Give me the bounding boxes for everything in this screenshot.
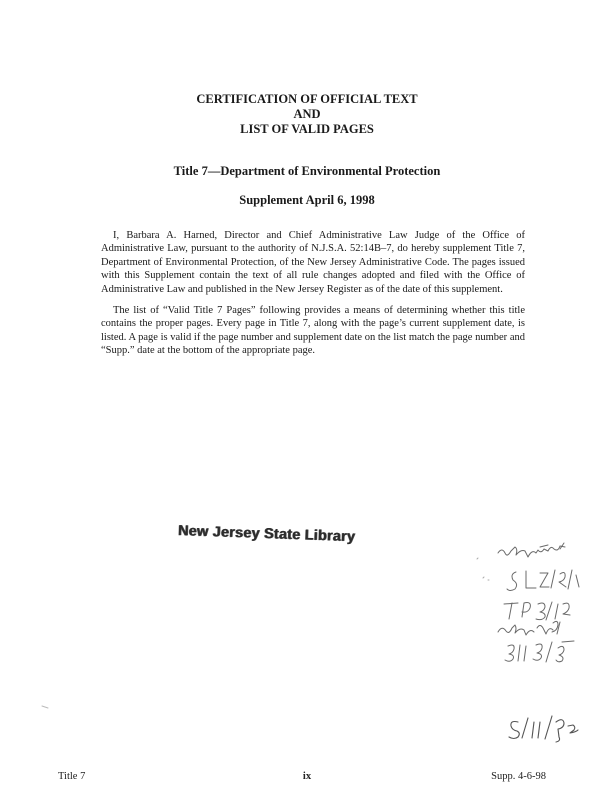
- handwritten-note-1: [498, 543, 565, 557]
- title-heading: Title 7—Department of Environmental Protection: [173, 164, 441, 178]
- footer-title: Title 7: [58, 771, 86, 782]
- footer-page-number: ix: [302, 771, 312, 782]
- valid-pages-paragraph: The list of “Valid Title 7 Pages” following provides a means of determining whether this title contains the proper pages. Every page in Title 7, along with the page’s current supplement date, is listed. A page is valid if the page number and supplement date on the list match the page number and “Supp.” date at the bottom of the appropriate page.: [101, 305, 525, 357]
- supplement-date-heading: Supplement April 6, 1998: [239, 193, 375, 207]
- certification-heading: [0, 92, 614, 137]
- heading-line-2: AND: [293, 107, 321, 121]
- library-stamp: New Jersey State Library: [177, 523, 356, 546]
- handwritten-note-4: [498, 621, 560, 635]
- heading-line-3: LIST OF VALID PAGES: [240, 122, 374, 136]
- footer-supplement-date: Supp. 4-6-98: [491, 771, 546, 782]
- handwritten-note-5: [505, 641, 574, 662]
- handwritten-note-bottom: [509, 716, 578, 742]
- certification-paragraph: I, Barbara A. Harned, Director and Chief Administrative Law Judge of the Office of Administrative Law, pursuant to the authority of N.J.S.A. 52:14B–7, do hereby supplement Title 7, Department of Environmental Protection, of the New Jersey Administrative Code. The pages issued with this Supplement contain the text of all rule changes adopted and filed with the Office of Administrative Law and published in the New Jersey Register as of the date of this supplement.: [101, 230, 525, 295]
- heading-line-1: CERTIFICATION OF OFFICIAL TEXT: [196, 92, 418, 106]
- handwritten-note-2: [507, 570, 579, 591]
- handwritten-note-3: [504, 602, 570, 620]
